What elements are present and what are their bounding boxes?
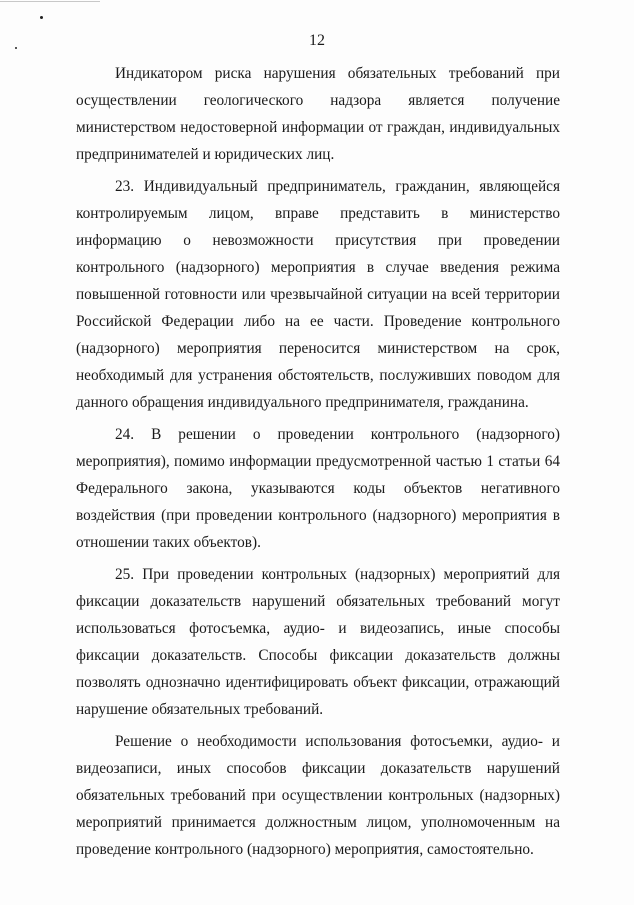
page-number: 12 bbox=[309, 32, 325, 49]
paragraph-item-24: 24. В решении о проведении контрольного (надзорного) мероприятия), помимо информации предусмотренной частью 1 статьи 64 Федерального закона, указываются коды объектов негативного воздействия (при проведении контрольного (надзорного) мероприятия в отношении таких объектов). bbox=[76, 426, 560, 551]
scan-speck bbox=[40, 16, 43, 19]
scan-edge-line bbox=[0, 1, 100, 2]
paragraph-item-23: 23. Индивидуальный предприниматель, гражданин, являющейся контролируемым лицом, вправе представить в министерство информацию о невозможности присутствия при проведении контрольного (надзорного) мероприятия в случае введения режима повышенной готовности или чрезвычайной ситуации на всей территории Российской Федерации либо на ее части. Проведение контрольного (надзорного) мероприятия переносится министерством на срок, необходимый для устранения обстоятельств, послуживших поводом для данного обращения индивидуального предпринимателя, гражданина. bbox=[76, 178, 560, 411]
paragraph-risk-indicator: Индикатором риска нарушения обязательных требований при осуществлении геологического надзора является получение министерством недостоверной информации от граждан, индивидуальных предпринимателей и юридических лиц. bbox=[76, 65, 560, 163]
document-body bbox=[76, 60, 560, 868]
paragraph-evidence-decision: Решение о необходимости использования фотосъемки, аудио- и видеозаписи, иных способов фиксации доказательств нарушений обязательных требований при осуществлении контрольных (надзорных) мероприятий принимается должностным лицом, уполномоченным на проведение контрольного (надзорного) мероприятия, самостоятельно. bbox=[76, 733, 560, 858]
paragraph-item-25: 25. При проведении контрольных (надзорных) мероприятий для фиксации доказательств нарушений обязательных требований могут использоваться фотосъемка, аудио- и видеозапись, иные способы фиксации доказательств. Способы фиксации доказательств должны позволять однозначно идентифицировать объект фиксации, отражающий нарушение обязательных требований. bbox=[76, 566, 560, 718]
